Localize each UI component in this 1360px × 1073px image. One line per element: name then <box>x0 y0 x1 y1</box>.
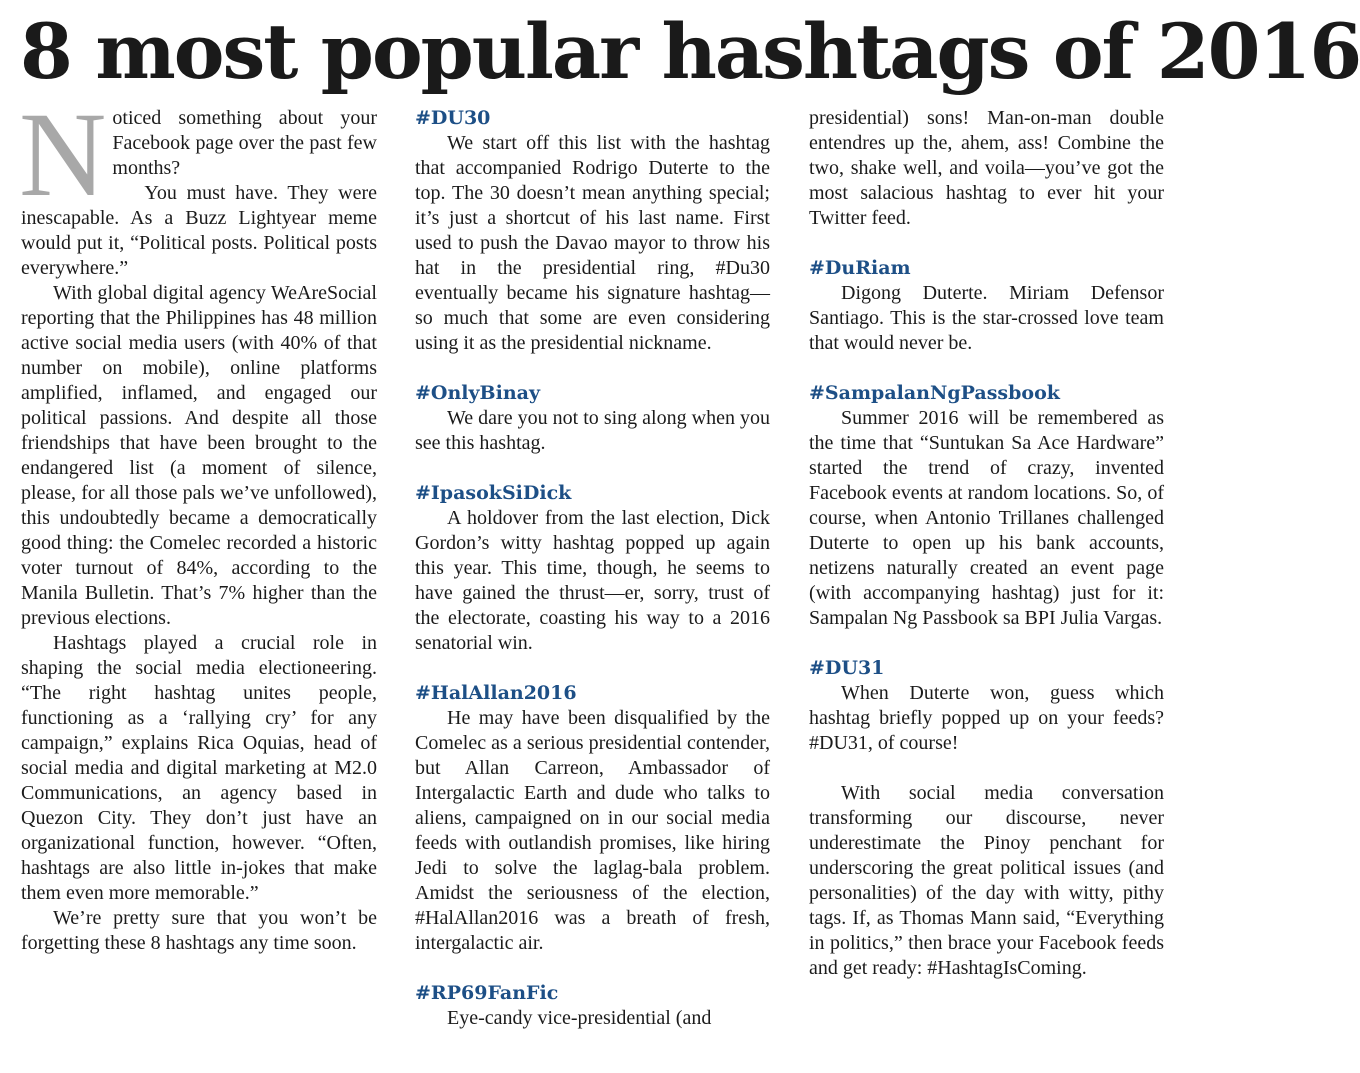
hashtag-description: Eye-candy vice-presidential (and <box>447 1007 712 1029</box>
article-headline: 8 most popular hashtags of 2016 <box>20 7 1360 96</box>
body-paragraph: We’re pretty sure that you won’t be forgetting these 8 hashtags any time soon. <box>21 907 377 954</box>
hashtag-description: When Duterte won, guess which hashtag briefly popped up on your feeds? #DU31, of course! <box>809 682 1164 754</box>
hashtag-heading-sampalanngpassbook: #SampalanNgPassbook <box>809 382 1060 404</box>
hashtag-heading-duriam: #DuRiam <box>809 257 911 279</box>
closing-paragraph: With social media conversation transforming our discourse, never underestimate the Pinoy penchant for underscoring the great political issues (and personalities) of the day with witty, pithy tags. If, as Thomas Mann said, “Everything in politics,” then brace your Facebook feeds and get ready: #HashtagIsComing. <box>809 782 1164 979</box>
hashtag-heading-onlybinay: #OnlyBinay <box>415 382 540 404</box>
column-2 <box>415 106 770 1031</box>
hashtag-heading-du30: #DU30 <box>415 107 491 129</box>
hashtag-heading-du31: #DU31 <box>809 657 885 679</box>
drop-cap: N <box>19 88 107 222</box>
body-paragraph: Hashtags played a crucial role in shaping the social media electioneering. “The right hashtag unites people, functioning as a ‘rallying cry’ for any campaign,” explains Rica Oquias, head of social media and digital marketing at M2.0 Communications, an agency based in Quezon City. They don’t just have an organizational function, however. “Often, hashtags are also little in-jokes that make them even more memorable.” <box>21 632 377 904</box>
hashtag-description: We start off this list with the hashtag that accompanied Rodrigo Duterte to the top. The 30 doesn’t mean anything special; it’s just a shortcut of his last name. First used to push the Davao mayor to throw his hat in the presidential ring, #Du30 eventually became his signature hashtag—so much that some are even considering using it as the presidential nickname. <box>415 132 770 354</box>
column-3 <box>809 106 1164 981</box>
hashtag-description: He may have been disqualified by the Comelec as a serious presidential contender, but Allan Carreon, Ambassador of Intergalactic Earth and dude who talks to aliens, campaigned on in our social media feeds with outlandish promises, like hiring Jedi to solve the laglag-bala problem. Amidst the seriousness of the election, #HalAllan2016 was a breath of fresh, intergalactic air. <box>415 707 770 954</box>
intro-paragraph: Noticed something about your Facebook page over the past few months? <box>19 88 377 222</box>
hashtag-heading-rp69fanfic: #RP69FanFic <box>415 982 559 1004</box>
body-paragraph: You must have. They were inescapable. As a Buzz Lightyear meme would put it, “Political posts. Political posts everywhere.” <box>21 182 377 279</box>
hashtag-description-continued: presidential) sons! Man-on-man double entendres up the, ahem, ass! Combine the two, shake well, and voila—you’ve got the most salacious hashtag to ever hit your Twitter feed. <box>809 107 1164 229</box>
hashtag-description: We dare you not to sing along when you see this hashtag. <box>415 407 770 454</box>
hashtag-heading-ipasoksidick: #IpasokSiDick <box>415 482 572 504</box>
body-paragraph: With global digital agency WeAreSocial reporting that the Philippines has 48 million active social media users (with 40% of that number on mobile), online platforms amplified, inflamed, and engaged our political passions. And despite all those friendships that have been brought to the endangered list (a moment of silence, please, for all those pals we’ve unfollowed), this undoubtedly became a democratically good thing: the Comelec recorded a historic voter turnout of 84%, according to the Manila Bulletin. That’s 7% higher than the previous elections. <box>21 282 377 629</box>
hashtag-heading-halallan2016: #HalAllan2016 <box>415 682 577 704</box>
column-1 <box>19 88 377 956</box>
hashtag-description: Digong Duterte. Miriam Defensor Santiago. This is the star-crossed love team that would never be. <box>809 282 1164 354</box>
hashtag-description: Summer 2016 will be remembered as the time that “Suntukan Sa Ace Hardware” started the trend of crazy, invented Facebook events at random locations. So, of course, when Antonio Trillanes challenged Duterte to open up his bank accounts, netizens naturally created an event page (with accompanying hashtag) just for it: Sampalan Ng Passbook sa BPI Julia Vargas. <box>809 407 1164 629</box>
hashtag-description: A holdover from the last election, Dick Gordon’s witty hashtag popped up again this year. This time, though, he seems to have gained the thrust—er, sorry, trust of the electorate, coasting his way to a 2016 senatorial win. <box>415 507 770 654</box>
